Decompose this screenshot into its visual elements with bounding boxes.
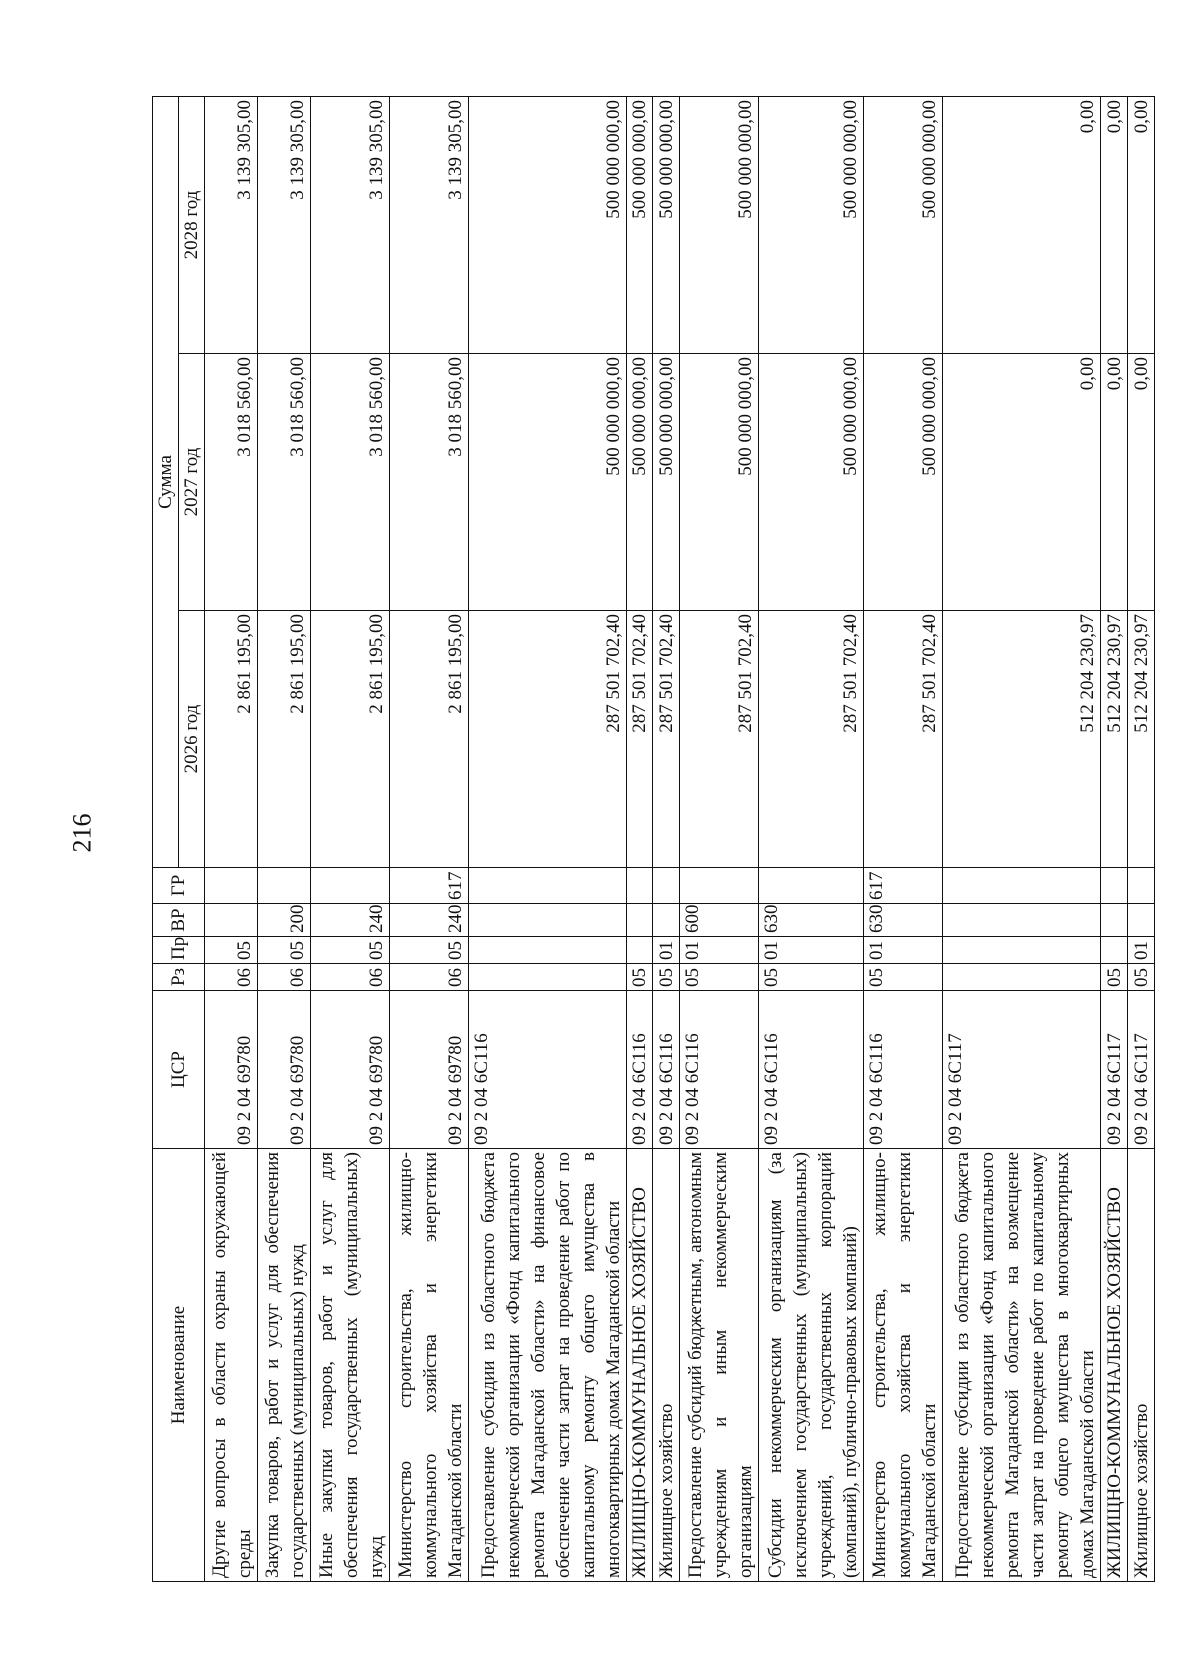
row-rz: 05	[759, 964, 864, 991]
row-2028: 500 000 000,00	[653, 96, 680, 353]
row-gr	[653, 868, 680, 904]
table-row	[626, 96, 653, 1581]
row-csr: 09 2 04 6С116	[468, 991, 626, 1149]
header-name: Наименование	[153, 1149, 205, 1582]
row-2028: 500 000 000,00	[680, 96, 759, 353]
row-pr	[626, 937, 653, 964]
row-csr: 09 2 04 69780	[205, 991, 258, 1149]
row-gr	[759, 868, 864, 904]
row-2027: 500 000 000,00	[864, 354, 943, 611]
row-csr: 09 2 04 6С116	[864, 991, 943, 1149]
row-gr	[680, 868, 759, 904]
row-gr	[626, 868, 653, 904]
row-pr: 01	[759, 937, 864, 964]
row-csr: 09 2 04 6С116	[759, 991, 864, 1149]
header-sum: Сумма	[153, 96, 179, 867]
header-2028: 2028 год	[179, 96, 205, 353]
row-rz	[943, 964, 1101, 991]
table-row	[680, 96, 759, 1581]
row-2026: 2 861 195,00	[389, 611, 468, 868]
row-2027: 3 018 560,00	[257, 354, 310, 611]
row-csr: 09 2 04 6С117	[1100, 991, 1127, 1149]
row-gr: 617	[389, 868, 468, 904]
row-pr	[468, 937, 626, 964]
row-2028: 500 000 000,00	[864, 96, 943, 353]
row-rz: 06	[310, 964, 389, 991]
row-gr	[1127, 868, 1154, 904]
row-pr: 01	[1127, 937, 1154, 964]
row-name: Министерство строительства, жилищно-коммунального хозяйства и энергетики Магаданской области	[389, 1149, 468, 1582]
page-number: 216	[67, 813, 97, 853]
row-name: Предоставление субсидий бюджетным, автономным учреждениям и иным некоммерческим организациям	[680, 1149, 759, 1582]
row-2027: 500 000 000,00	[680, 354, 759, 611]
row-pr: 01	[653, 937, 680, 964]
row-name: Другие вопросы в области охраны окружающей среды	[205, 1149, 258, 1582]
table-row	[205, 96, 258, 1581]
row-vr: 630	[759, 904, 864, 937]
row-csr: 09 2 04 6С116	[680, 991, 759, 1149]
row-2028: 0,00	[1100, 96, 1127, 353]
table-row	[864, 96, 943, 1581]
row-name: Предоставление субсидии из областного бюджета некоммерческой организации «Фонд капитального ремонта Магаданской области» на финансовое обеспечение части затрат на проведение работ по капитальному ремонту общего имущества в многоквартирных домах Магаданской области	[468, 1149, 626, 1582]
header-vr: ВР	[153, 904, 205, 937]
row-gr	[205, 868, 258, 904]
table-row	[468, 96, 626, 1581]
row-2028: 3 139 305,00	[257, 96, 310, 353]
header-csr: ЦСР	[153, 991, 205, 1149]
header-gr: ГР	[153, 868, 205, 904]
row-rz: 05	[626, 964, 653, 991]
row-vr: 240	[310, 904, 389, 937]
row-rz: 06	[205, 964, 258, 991]
row-2027: 0,00	[1127, 354, 1154, 611]
row-gr	[310, 868, 389, 904]
header-rz: Рз	[153, 964, 205, 991]
budget-table	[152, 96, 1155, 1582]
row-2027: 500 000 000,00	[653, 354, 680, 611]
row-pr: 05	[257, 937, 310, 964]
row-gr	[943, 868, 1101, 904]
row-gr: 617	[864, 868, 943, 904]
row-name: Субсидии некоммерческим организациям (за исключением государственных (муниципальных) учреждений, государственных корпораций (компаний), публично-правовых компаний)	[759, 1149, 864, 1582]
row-2026: 512 204 230,97	[943, 611, 1101, 868]
row-csr: 09 2 04 69780	[257, 991, 310, 1149]
row-pr: 05	[205, 937, 258, 964]
row-csr: 09 2 04 6С117	[1127, 991, 1154, 1149]
row-2028: 0,00	[1127, 96, 1154, 353]
row-vr	[626, 904, 653, 937]
row-2026: 2 861 195,00	[310, 611, 389, 868]
row-vr	[468, 904, 626, 937]
row-2026: 287 501 702,40	[626, 611, 653, 868]
row-csr: 09 2 04 6С117	[943, 991, 1101, 1149]
row-2026: 2 861 195,00	[205, 611, 258, 868]
row-name: Закупка товаров, работ и услуг для обеспечения государственных (муниципальных) нужд	[257, 1149, 310, 1582]
row-2026: 2 861 195,00	[257, 611, 310, 868]
row-2026: 512 204 230,97	[1127, 611, 1154, 868]
row-name: Жилищное хозяйство	[1127, 1149, 1154, 1582]
row-gr	[468, 868, 626, 904]
row-2028: 0,00	[943, 96, 1101, 353]
row-name: Предоставление субсидии из областного бюджета некоммерческой организации «Фонд капитального ремонта Магаданской области» на возмещение части затрат на проведение работ по капитальному ремонту общего имущества в многоквартирных домах Магаданской области	[943, 1149, 1101, 1582]
row-2026: 512 204 230,97	[1100, 611, 1127, 868]
row-csr: 09 2 04 6С116	[626, 991, 653, 1149]
row-rz: 05	[1127, 964, 1154, 991]
table-row	[943, 96, 1101, 1581]
row-name: ЖИЛИЩНО-КОММУНАЛЬНОЕ ХОЗЯЙСТВО	[626, 1149, 653, 1582]
row-rz	[468, 964, 626, 991]
row-pr: 01	[680, 937, 759, 964]
row-2026: 287 501 702,40	[864, 611, 943, 868]
table-row	[1127, 96, 1154, 1581]
row-name: ЖИЛИЩНО-КОММУНАЛЬНОЕ ХОЗЯЙСТВО	[1100, 1149, 1127, 1582]
row-2027: 0,00	[943, 354, 1101, 611]
table-row	[389, 96, 468, 1581]
row-rz: 05	[864, 964, 943, 991]
row-vr	[205, 904, 258, 937]
row-vr	[1127, 904, 1154, 937]
row-pr	[943, 937, 1101, 964]
row-rz: 05	[680, 964, 759, 991]
row-vr: 600	[680, 904, 759, 937]
row-2026: 287 501 702,40	[468, 611, 626, 868]
row-2027: 500 000 000,00	[468, 354, 626, 611]
row-name: Иные закупки товаров, работ и услуг для обеспечения государственных (муниципальных) нужд	[310, 1149, 389, 1582]
table-row	[1100, 96, 1127, 1581]
row-2028: 3 139 305,00	[389, 96, 468, 353]
row-2028: 500 000 000,00	[468, 96, 626, 353]
row-name: Жилищное хозяйство	[653, 1149, 680, 1582]
table-row	[310, 96, 389, 1581]
row-2027: 3 018 560,00	[205, 354, 258, 611]
row-vr	[1100, 904, 1127, 937]
row-vr	[653, 904, 680, 937]
row-2028: 500 000 000,00	[626, 96, 653, 353]
row-pr: 05	[310, 937, 389, 964]
row-vr: 240	[389, 904, 468, 937]
header-2027: 2027 год	[179, 354, 205, 611]
row-2026: 287 501 702,40	[759, 611, 864, 868]
row-vr: 200	[257, 904, 310, 937]
row-2028: 500 000 000,00	[759, 96, 864, 353]
row-rz: 05	[1100, 964, 1127, 991]
row-2028: 3 139 305,00	[310, 96, 389, 353]
row-csr: 09 2 04 69780	[389, 991, 468, 1149]
row-pr: 01	[864, 937, 943, 964]
table-row	[257, 96, 310, 1581]
row-csr: 09 2 04 6С116	[653, 991, 680, 1149]
row-csr: 09 2 04 69780	[310, 991, 389, 1149]
table-row	[759, 96, 864, 1581]
table-row	[653, 96, 680, 1581]
row-rz: 05	[653, 964, 680, 991]
row-2027: 0,00	[1100, 354, 1127, 611]
header-2026: 2026 год	[179, 611, 205, 868]
row-2027: 3 018 560,00	[310, 354, 389, 611]
row-2027: 3 018 560,00	[389, 354, 468, 611]
row-name: Министерство строительства, жилищно-коммунального хозяйства и энергетики Магаданской области	[864, 1149, 943, 1582]
row-gr	[1100, 868, 1127, 904]
header-pr: Пр	[153, 937, 205, 964]
row-rz: 06	[257, 964, 310, 991]
row-gr	[257, 868, 310, 904]
row-vr: 630	[864, 904, 943, 937]
row-rz: 06	[389, 964, 468, 991]
row-pr	[1100, 937, 1127, 964]
row-vr	[943, 904, 1101, 937]
row-pr: 05	[389, 937, 468, 964]
row-2026: 287 501 702,40	[653, 611, 680, 868]
row-2027: 500 000 000,00	[626, 354, 653, 611]
row-2028: 3 139 305,00	[205, 96, 258, 353]
row-2027: 500 000 000,00	[759, 354, 864, 611]
budget-table-wrapper	[152, 97, 1155, 1582]
row-2026: 287 501 702,40	[680, 611, 759, 868]
